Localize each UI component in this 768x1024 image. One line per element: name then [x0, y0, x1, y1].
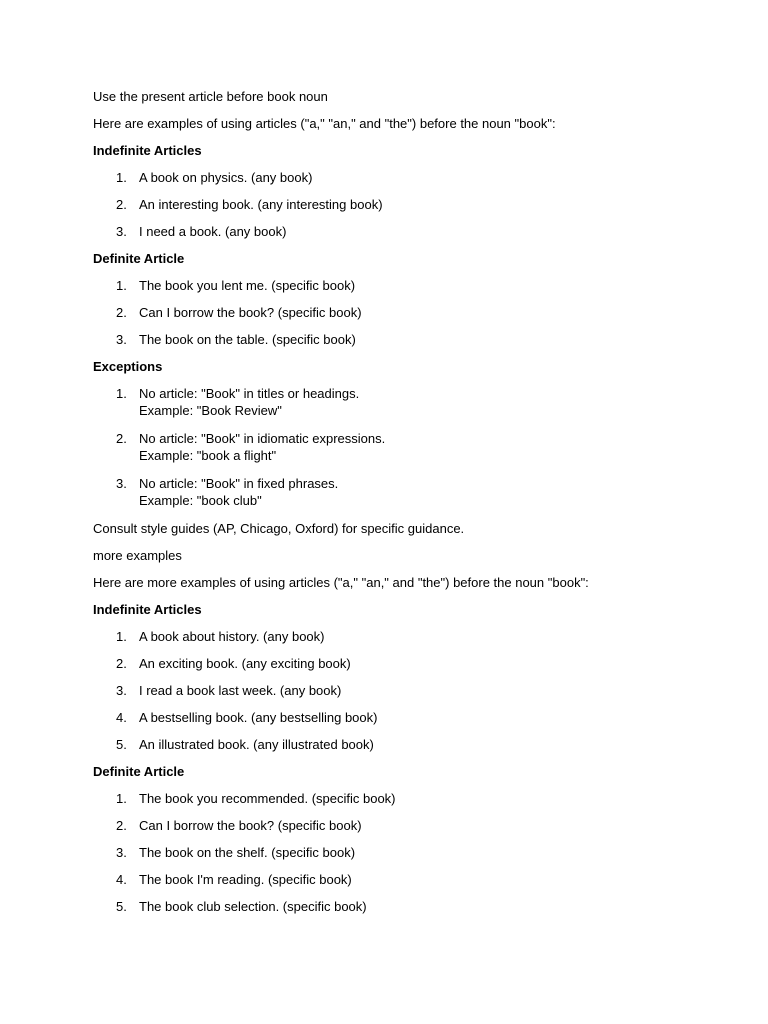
- list-number: 5.: [116, 899, 127, 914]
- list-item: [93, 331, 713, 348]
- list-item: [93, 736, 713, 753]
- list-text: No article: "Book" in titles or headings.: [139, 386, 360, 401]
- list-number: 3.: [116, 332, 127, 347]
- list-text: I read a book last week. (any book): [139, 683, 342, 698]
- list-number: 2.: [116, 305, 127, 320]
- list-text: An exciting book. (any exciting book): [139, 656, 351, 671]
- list-item: [93, 223, 713, 240]
- list-text: A bestselling book. (any bestselling book): [139, 710, 378, 725]
- list-text: A book about history. (any book): [139, 629, 325, 644]
- list-number: 1.: [116, 170, 127, 185]
- list-text: No article: "Book" in fixed phrases.: [139, 476, 339, 491]
- list-item: [93, 790, 713, 807]
- list-item: [93, 628, 713, 645]
- section1-lead: Here are examples of using articles ("a," "an," and "the") before the noun "book":: [93, 116, 556, 131]
- list-text: The book you recommended. (specific book): [139, 791, 396, 806]
- list-item: [93, 169, 713, 186]
- list-text: The book on the table. (specific book): [139, 332, 356, 347]
- list-number: 2.: [116, 197, 127, 212]
- list-text: No article: "Book" in idiomatic expressions.: [139, 431, 386, 446]
- list-number: 3.: [116, 845, 127, 860]
- list-number: 1.: [116, 278, 127, 293]
- list-number: 1.: [116, 791, 127, 806]
- exceptions-list: [93, 385, 713, 510]
- list-number: 1.: [116, 629, 127, 644]
- list-text: I need a book. (any book): [139, 224, 287, 239]
- section2-indefinite-list: [93, 628, 713, 753]
- section2-indefinite-heading: Indefinite Articles: [93, 602, 202, 617]
- list-number: 3.: [116, 476, 127, 491]
- list-text: A book on physics. (any book): [139, 170, 313, 185]
- list-text: Can I borrow the book? (specific book): [139, 305, 362, 320]
- section1-definite-heading: Definite Article: [93, 251, 185, 266]
- list-number: 2.: [116, 818, 127, 833]
- section2-definite-heading: Definite Article: [93, 764, 185, 779]
- section1-indefinite-heading: Indefinite Articles: [93, 143, 202, 158]
- list-item: [93, 430, 713, 465]
- list-text: An illustrated book. (any illustrated book): [139, 737, 374, 752]
- section1-definite-list: [93, 277, 713, 348]
- list-number: 5.: [116, 737, 127, 752]
- list-text: The book club selection. (specific book): [139, 899, 367, 914]
- list-item: [93, 709, 713, 726]
- list-example: Example: "book club": [139, 493, 262, 508]
- list-number: 4.: [116, 710, 127, 725]
- list-text: An interesting book. (any interesting book): [139, 197, 383, 212]
- consult-line: Consult style guides (AP, Chicago, Oxford) for specific guidance.: [93, 521, 465, 536]
- exceptions-heading: Exceptions: [93, 359, 163, 374]
- list-number: 4.: [116, 872, 127, 887]
- list-text: The book you lent me. (specific book): [139, 278, 356, 293]
- list-item: [93, 475, 713, 510]
- list-example: Example: "Book Review": [139, 403, 282, 418]
- list-text: Can I borrow the book? (specific book): [139, 818, 362, 833]
- more-examples-label: more examples: [93, 548, 182, 563]
- list-number: 1.: [116, 386, 127, 401]
- list-text: The book on the shelf. (specific book): [139, 845, 356, 860]
- list-number: 3.: [116, 683, 127, 698]
- list-item: [93, 844, 713, 861]
- list-example: Example: "book a flight": [139, 448, 277, 463]
- list-text: The book I'm reading. (specific book): [139, 872, 352, 887]
- list-item: [93, 655, 713, 672]
- list-item: [93, 817, 713, 834]
- list-item: [93, 871, 713, 888]
- section2-lead: Here are more examples of using articles ("a," "an," and "the") before the noun "book":: [93, 575, 589, 590]
- list-item: [93, 304, 713, 321]
- list-number: 3.: [116, 224, 127, 239]
- list-item: [93, 682, 713, 699]
- document-body: [93, 88, 713, 925]
- list-item: [93, 277, 713, 294]
- intro-line: Use the present article before book noun: [93, 89, 328, 104]
- list-number: 2.: [116, 431, 127, 446]
- list-number: 2.: [116, 656, 127, 671]
- section2-definite-list: [93, 790, 713, 915]
- list-item: [93, 196, 713, 213]
- section1-indefinite-list: [93, 169, 713, 240]
- list-item: [93, 898, 713, 915]
- list-item: [93, 385, 713, 420]
